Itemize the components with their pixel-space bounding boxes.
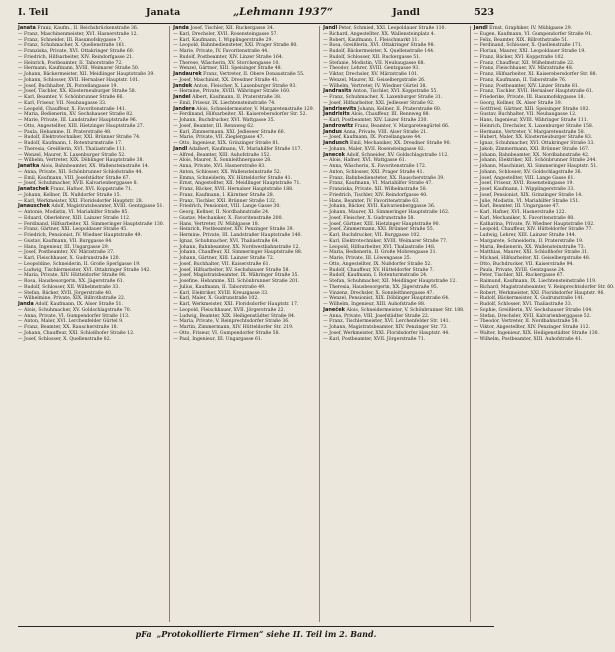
entry-columns xyxy=(18,25,615,622)
entry-text: — Hermann, Vertreter, V. Margaretenstraße 58. xyxy=(473,129,586,135)
entry-text: — Wilhelm, Postbeamter, XIII. Auhofstraße 41. xyxy=(473,336,583,342)
page-header xyxy=(18,6,494,22)
entry-surname: Jandaurek xyxy=(173,71,202,77)
entry-surname: Jandusch xyxy=(323,140,349,146)
entry-text: — Theresia, Greißlerin, XVI. Thaliastraße 111. xyxy=(18,146,127,152)
entry-text: — Rudolf, Elektrotechniker, XXI. Brünner Straße 74. xyxy=(18,135,141,141)
entry-text: — Franz, Kaufmann, II. Taborstraße 76. xyxy=(473,77,567,83)
entry-text: — Friedrich, Tischler, XIV. Reindorfgasse 40. xyxy=(323,192,428,198)
entry-text: Josef, Tischler, XII. Ruckergasse 34. xyxy=(190,26,275,31)
entry-text: — Anton, Schlosser, XXI. Prager Straße 41. xyxy=(323,169,424,175)
entry-text: — Gottfried, Gärtner, XIII. Speisinger Straße 102. xyxy=(473,106,590,112)
entry-text: Franz, Kaufm., II. Reichsbrückenstraße 36. xyxy=(37,26,139,31)
header-rule xyxy=(18,23,494,24)
entry-text: — Josef, Schlosser, X. Quellenstraße 82. xyxy=(18,336,112,342)
entry-text: — Alfred, Beamter, XIII. Auhofstraße 152. xyxy=(173,152,271,158)
entry-text: — Josef, Pensionist, XIX. Grinzinger Straße 14. xyxy=(473,192,583,198)
entry-text: — Wilhelmine, Private, XIX. Billrothstraße 22. xyxy=(18,296,126,302)
entry-text: — Rudolf, Chauffeur, XV. Hütteldorfer Straße 7. xyxy=(323,267,435,273)
entry-text: — Franz, Bahnbediensteter, XX. Rauscherstraße 39. xyxy=(323,175,445,181)
entry-text: Franz, Vertreter, II. Obere Donaustraße 55. xyxy=(203,72,305,77)
entry-text: — Hans, Ingenieur, XVIII. Währinger Straße 111. xyxy=(473,118,589,123)
entry-text: — Karl, Mechaniker, X. Favoritenstraße 88. xyxy=(473,215,575,221)
column-3 xyxy=(319,26,464,622)
entry-text: — Hermine, Private, III. Landstraßer Hauptstraße 140. xyxy=(173,233,302,238)
page-number: 523 xyxy=(474,7,494,18)
entry-text: — Johann, Elektriker, XII. Schönbrunner Straße 244. xyxy=(473,158,597,164)
entry-text: — Josef, Magistratsbeamter, IX. Währinger Straße 35. xyxy=(173,273,299,279)
entry-text: — Otto, Angestellter, XIII. Hietzinger Hauptstraße 27. xyxy=(18,123,145,129)
entry-text: — Josef, Postbeamter, XV. Märzstraße 37. xyxy=(18,250,115,256)
entry-text: — Karl, Buchdrucker, VII. Burggasse 102. xyxy=(323,233,421,238)
entry-text: — Eugen, Kaufmann, VI. Gumpendorfer Straße 91. xyxy=(473,31,593,37)
entry-text: — Anna, Wäscherin, X. Favoritenstraße 172. xyxy=(323,164,427,169)
entry-text: — Johann, Chauffeur, XI. Simmeringer Hauptstraße 88. xyxy=(173,250,303,256)
entry-text: — Theresia, Hausbesorgerin, XX. Jägerstraße 95. xyxy=(323,284,439,290)
entry-text: — Anna, Private, XII. Schönbrunner Schloßstraße 44. xyxy=(18,169,143,175)
entry-text: Anton, Tischler, XVI. Koppstraße 55. xyxy=(352,89,438,95)
entry-text: — Rudolf, Kaufmann, I. Rotenturmstraße 17. xyxy=(18,141,123,146)
entry-text: — Josef, Hilfsarbeiter, XV. Sechshauser Straße 58. xyxy=(173,267,290,273)
entry-text: Ernst, Graphiker, IV. Mühlgasse 29. xyxy=(489,26,573,31)
entry-text: — Florian, Maurer, XXI. Leopoldauer Straße 19. xyxy=(473,49,586,54)
entry-surname: Jandera xyxy=(173,105,195,112)
entry-text: — Franziska, Private, XVI. Ottakringer Straße 60. xyxy=(18,49,135,54)
entry-text: — Anton, Maler, XVI. Lerchenfelder Gürtel 9. xyxy=(18,319,124,325)
entry-text: — Johann, Maschinist, XI. Simmeringer Hauptstr. 51. xyxy=(473,164,598,169)
entry-text: — Leopold, Fleischhauer, XVII. Jörgerstraße 22. xyxy=(173,307,286,313)
entry-text: — Franziska, Private, XII. Wilhelmstraße 58. xyxy=(323,187,428,192)
directory-entry xyxy=(173,337,314,343)
entry-text: — Maria, Bedienerin, XX. Wallensteinstraße 73. xyxy=(473,244,586,250)
entry-text: — Stefan, Drechsler, XVII. Kalvarienberggasse 52. xyxy=(473,313,592,319)
entry-text: — Heinrich, Postbeamter, II. Taborstraße 72. xyxy=(18,60,123,66)
entry-surname: Janda xyxy=(173,25,189,31)
directory-entry xyxy=(474,337,615,343)
entry-text: — Theodor, Lehrer, XVIII. Gentzgasse 93. xyxy=(323,66,420,72)
entry-text: — Rudolf, Schlosser, XII. Wilhelmstraße 33. xyxy=(18,284,120,290)
entry-text: — Georg, Kellner, II. Nordbahnstraße 24. xyxy=(173,210,270,215)
entry-text: — Johann, Bahnbeamter, XX. Nordbahnstraße 42. xyxy=(473,152,590,158)
entry-text: — Sophie, Greißlerin, XV. Sechshauser Straße 104. xyxy=(473,307,593,313)
entry-text: — Therese, Wäscherin, XV. Storchengasse 10. xyxy=(173,60,280,66)
entry-surname: Janeček xyxy=(323,306,345,313)
entry-text: — Otto, Ingenieur, XIX. Grinzinger Straße 81. xyxy=(173,141,280,146)
entry-text: — Antonie, Modistin, VI. Mariahilfer Straße 85. xyxy=(18,210,129,215)
entry-text: Emil, Mechaniker, XX. Dresdner Straße 90. xyxy=(350,141,451,146)
entry-text: Franz, Hafner, XVI. Koppstraße 71. xyxy=(50,187,133,192)
entry-text: — Franz, Tischler, XXI. Brünner Straße 132. xyxy=(173,198,277,204)
entry-text: — Michael, Hilfsarbeiter, XI. Geiselbergstraße 48. xyxy=(473,256,591,261)
entry-text: — Heinrich, Postbeamter, XIV. Penzinger Straße 39. xyxy=(173,227,295,233)
entry-text: — Margarete, Schneiderin, II. Praterstraße 19. xyxy=(473,238,584,244)
entry-text: — Rudolf, Kaufmann, I. Rotenturmstraße 24. xyxy=(323,273,428,279)
entry-text: — Ignaz, Schuhmacher, XVI. Ottakringer Straße 33. xyxy=(473,141,595,146)
entry-text: — Rosa, Greißlerin, XVI. Ottakringer Straße 98. xyxy=(323,43,435,49)
entry-text: — Gustav, Mechaniker, X. Favoritenstraße 200. xyxy=(173,215,283,221)
entry-text: — Marie, Private, IV. Favoritenstraße 44. xyxy=(173,49,269,54)
entry-text: — Franz, Gärtner, XXI. Leopoldauer Straße 45. xyxy=(18,227,128,233)
entry-text: — Emma, Schneiderin, XV. Hütteldorfer Straße 41. xyxy=(173,175,292,181)
entry-surname: Janatschek xyxy=(18,186,49,192)
entry-text: — Karl, Zimmermann, XXI. Jedleseer Straße 66. xyxy=(173,129,286,135)
entry-text: — Heinrich, Drechsler, X. Laxenburger Straße 158. xyxy=(473,123,594,129)
entry-text: — Karl, Elektrotechniker, XVIII. Weimarer Straße 77. xyxy=(323,238,448,244)
entry-text: — Johann, Gärtner, XIII. Lainzer Straße 72. xyxy=(173,256,275,261)
entry-text: — Theodor, Vertreter, II. Nordbahnstraße 58. xyxy=(473,319,579,325)
entry-text: — Katharina, Private, IV. Wiedner Hauptstraße 102. xyxy=(473,221,595,227)
entry-text: — Friedrich, Pensionist, VIII. Lange Gasse 30. xyxy=(173,204,281,210)
entry-text: — Karl, Fleischhauer, X. Gudrunstraße 120. xyxy=(18,256,121,261)
entry-text: Anna, Private, VIII. Alser Straße 21. xyxy=(343,129,428,135)
page-footer xyxy=(18,626,494,639)
entry-text: — Johann, Maurer, XI. Simmeringer Hauptstraße 162. xyxy=(323,210,450,215)
entry-text: — Franz, Schneider, III. Rasumofskygasse 7. xyxy=(18,37,123,43)
entry-text: Peter, Schmied, XXI. Leopoldauer Straße 110. xyxy=(338,26,446,31)
entry-text: — Josef, Buchhalter, VII. Kaiserstraße 61. xyxy=(173,261,271,267)
entry-text: — Alois, Schuhmacher, XV. Goldschlagstraße 70. xyxy=(18,307,132,313)
entry-text: — Walter, Ingenieur, XIX. Heiligenstädter Straße 130. xyxy=(473,330,600,336)
entry-text: — Hermine, Private, XVIII. Währinger Straße 160. xyxy=(173,89,291,95)
entry-text: — Paul, Ingenieur, III. Ungargasse 61. xyxy=(173,336,263,342)
entry-text: — Paula, Private, XVIII. Gentzgasse 24. xyxy=(473,267,566,273)
entry-text: — Josef, Schuhmacher, XVII. Kalvarienberggasse 8. xyxy=(18,181,138,187)
entry-surname: Jandl xyxy=(473,25,488,31)
entry-text: — Viktor, Drechsler, XV. Märzstraße 101. xyxy=(323,72,419,77)
entry-text: Johann, Kellner, II. Praterstraße 60. xyxy=(357,106,442,112)
entry-text: — Julius, Kaufmann, II. Taborstraße 49. xyxy=(173,284,266,290)
entry-text: — Karl, Friseur, VII. Neubaugasse 33. xyxy=(18,100,107,106)
entry-surname: Jandek xyxy=(173,82,193,89)
entry-text: — Anna, Private, VIII. Josefstädter Straße 22. xyxy=(323,313,430,319)
entry-text: — Maria, Private, V. Reinprechtsdorfer Straße 36. xyxy=(173,319,290,325)
column-1 xyxy=(18,26,164,622)
entry-text: — Anna, Private, VI. Gumpendorfer Straße 113. xyxy=(18,313,130,319)
entry-surname: Jandl xyxy=(173,145,188,152)
entry-text: — Franz, Fleischhauer, XV. Märzstraße 48. xyxy=(473,66,574,72)
entry-text: — Wenzel, Pensionist, XIX. Döblinger Hauptstraße 64. xyxy=(323,296,450,302)
entry-text: — Karl, Drechsler, XVII. Rosensteingasse 57. xyxy=(173,31,278,37)
entry-text: — Rudolf, Bäckermeister, X. Gudrunstraße 141. xyxy=(473,296,585,302)
entry-text: — Karl, Beamter, III. Ungargasse 47. xyxy=(473,204,560,210)
entry-text: — Wilhelm, Vertreter, XIX. Döblinger Hauptstraße 38. xyxy=(18,158,144,164)
entry-text: — Franz, Chauffeur, XII. Wilhelmstraße 22. xyxy=(473,60,575,66)
entry-text: — Viktor, Angestellter, XIV. Penzinger Straße 112. xyxy=(473,325,590,330)
entry-surname: Janauschek xyxy=(18,203,50,210)
entry-text: — Josef, Hilfsarbeiter, XXI. Jedleseer Straße 92. xyxy=(323,100,435,106)
entry-text: — Jakob, Zimmermann, XXI. Brünner Straße 167. xyxy=(473,146,590,152)
entry-text: — Johann, Schlosser, XV. Goldschlagstraße 36. xyxy=(473,169,583,175)
entry-text: — Karl, Elektriker, XVIII. Kreuzgasse 33. xyxy=(173,290,269,296)
entry-text: — Leopold, Hilfsarbeiter, XVI. Thaliastraße 148. xyxy=(323,244,436,250)
entry-text: — Hubert, Maler, XX. Klosterneuburger Straße 83. xyxy=(473,135,593,141)
footer-note: „Protokollierte Firmen“ siehe II. Teil im 2. Band. xyxy=(156,629,377,639)
entry-surname: Jandrowitz xyxy=(323,122,354,129)
entry-surname: Janda xyxy=(18,301,34,307)
entry-surname: Jandrisevits xyxy=(323,105,357,112)
entry-text: — Richard, Angestellter, XX. Wallensteinplatz 4. xyxy=(323,31,436,37)
entry-text: — Friedrich, Hilfsarbeiter, XIV. Reindorfgasse 21. xyxy=(18,54,134,60)
entry-text: — Peter, Tischler, XII. Ruckergasse 67. xyxy=(473,273,565,279)
entry-text: — Johann, Magistratsbeamter, XIV. Penzinger Str. 73. xyxy=(323,325,448,330)
entry-text: Anton, Fleischer, X. Laxenburger Straße 93. xyxy=(193,83,297,89)
entry-text: — Alois, Maurer, X. Sonnleithnergasse 28. xyxy=(173,158,272,164)
entry-text: Alois, Schneidermeister, V. Schönbrunner Str. 188. xyxy=(346,307,465,313)
volume-label: I. Teil xyxy=(18,7,49,18)
entry-text: Alois, Bahnbeamter, XX. Wallensteinstraße 14. xyxy=(40,164,150,169)
column-4 xyxy=(470,26,615,622)
entry-surname: Janata xyxy=(18,25,36,31)
entry-text: — Johann, Bäckermeister, XII. Meidlinger Hauptstraße 39. xyxy=(18,72,155,77)
entry-text: — Hans, Vertreter, IV. Mühlgasse 18. xyxy=(173,221,260,227)
entry-text: — Richard, Magistratsbeamter, V. Reinprechtsdorfer Str. 60. xyxy=(473,284,615,290)
entry-text: — Emil, Kaufmann, VIII. Josefstädter Straße 67. xyxy=(18,175,131,181)
entry-text: — Matthias, Maurer, XXI. Schloßhofer Straße 31. xyxy=(473,250,589,256)
entry-text: — Robert, Kaufmann, I. Fleischmarkt 11. xyxy=(323,37,419,43)
entry-text: Adolf, Magistratsbeamter, XVIII. Gentzgasse 51. xyxy=(51,204,164,210)
entry-text: — Josef, Tischler, XX. Klosterneuburger Straße 58. xyxy=(18,89,137,95)
entry-text: — Alois, Hafner, XVI. Wattgasse 61. xyxy=(323,158,407,164)
entry-text: — Eduard, Oberlehrer, XIII. Lainzer Straße 112. xyxy=(18,215,131,221)
entry-text: — Martin, Zimmermann, XIV. Hütteldorfer Str. 219. xyxy=(173,325,294,330)
entry-text: Alois, Chauffeur, III. Rennweg 88. xyxy=(351,112,431,118)
entry-text: Adalbert, Kaufmann, VI. Mariahilfer Straße 117. xyxy=(188,146,302,152)
entry-text: — Franz, Schuhmacher, X. Quellenstraße 161. xyxy=(18,43,126,49)
directory-entry xyxy=(323,337,464,343)
entry-text: — Leopoldine, Schneiderin, II. Große Sperlgasse 19. xyxy=(18,261,141,267)
entry-surname: Janatka xyxy=(18,163,40,169)
directory-entry xyxy=(18,337,164,343)
entry-text: — Hans, Beamter, IV. Favoritenstraße 63. xyxy=(323,198,420,204)
entry-text: Adolf, Schneider, XV. Goldschlagstraße 112. xyxy=(346,152,449,158)
entry-text: — Johann, Bäcker, XVII. Kalvarienberggasse 36. xyxy=(323,204,436,210)
entry-text: — Franz, Tischlermeister, XVI. Lerchenfelder Str. 141. xyxy=(323,319,450,325)
entry-text: — Josef, Zimmermann, XXI. Brünner Straße 55. xyxy=(323,227,435,233)
entry-text: — Ferdinand, Hilfsarbeiter, XI. Simmeringer Hauptstraße 130. xyxy=(18,221,165,227)
entry-text: — Franz, Kaufmann, I. Kärntner Straße 28. xyxy=(173,192,275,198)
entry-text: Alois, Schneidermeister, V. Margaretenstraße 129. xyxy=(196,106,315,112)
entry-text: — Wenzel, Gärtner, XIII. Speisinger Straße 48. xyxy=(173,66,283,72)
entry-text: — Otto, Angestellter, IX. Nußdorfer Straße 52. xyxy=(323,261,432,267)
entry-text: — Karl, Postbeamter, XVII. Jörgerstraße 71. xyxy=(323,336,426,342)
entry-text: — Karl, Hafner, XVI. Hasnerstraße 122. xyxy=(473,210,567,215)
entry-text: — Julie, Modistin, VI. Mariahilfer Straße 151. xyxy=(473,198,580,204)
entry-text: — Josef, Maschinist, XX. Dresdner Straße 41. xyxy=(173,77,279,83)
entry-text: — Karl, Beamter, V. Schönbrunner Straße 66. xyxy=(18,95,124,100)
entry-text: — Rosa, Hausbesorgerin, XX. Jägerstraße 61. xyxy=(18,279,125,284)
entry-text: — Franz, Postbeamter, XIV. Linzer Straße 81. xyxy=(473,83,580,89)
entry-text: — Georg, Kellner, IX. Alser Straße 39. xyxy=(473,100,563,106)
entry-surname: Jandel xyxy=(173,94,191,100)
entry-text: — Maria, Private, XIV. Hütteldorfer Straße 98. xyxy=(18,273,127,279)
entry-text: — Gustav, Buchhalter, VII. Neubaugasse 12. xyxy=(473,112,577,118)
entry-text: — Wenzel, Maurer, X. Laxenburger Straße 52. xyxy=(18,152,126,158)
entry-text: — Stefanie, Modistin, VII. Neubaugasse 68. xyxy=(323,60,425,66)
entry-surname: Jandus xyxy=(323,128,343,135)
entry-text: — Otto, Buchdrucker, VII. Kaiserstraße 94. xyxy=(473,261,574,267)
entry-text: — Leopold, Chauffeur, XIV. Hütteldorfer Straße 77. xyxy=(473,227,593,233)
entry-text: — Karl, Postbeamter, XIV. Linzer Straße 230. xyxy=(323,118,428,123)
entry-text: — Marie, Private, III. Löwengasse 25. xyxy=(323,256,412,261)
entry-text: Albert, Kaufmann, II. Praterstraße 38. xyxy=(192,95,282,100)
entry-text: — Josef, Fleischer, X. Gudrunstraße 58. xyxy=(323,215,415,221)
entry-text: — Josef, Kaufmann, IX. Porzellangasse 44. xyxy=(323,135,422,141)
entry-surname: Jandl xyxy=(323,25,338,31)
entry-text: — Johann, Buchdrucker, XVI. Wattgasse 35. xyxy=(173,118,275,123)
entry-text: — Vinzenz, Drechsler, X. Sonnleithnergasse 47. xyxy=(323,290,434,296)
entry-text: — Hans, Ingenieur, III. Ungargasse 29. xyxy=(18,244,110,250)
entry-text: — Karl, Kaufmann, I. Wipplingerstraße 29. xyxy=(173,37,273,43)
entry-text: — Anna, Private, XVI. Hasnerstraße 83. xyxy=(173,164,266,169)
entry-text: — Rudolf, Postbeamter, XIV. Linzer Straße 164. xyxy=(173,54,284,60)
entry-text: — Hermann, Kaufmann, XVIII. Weimarer Straße 50. xyxy=(18,66,140,72)
entry-text: — Rudolf, Schlosser, XVI. Thaliastraße 33. xyxy=(473,302,573,307)
entry-text: — Friederike, Private, III. Rasumofskygasse 18. xyxy=(473,95,585,100)
entry-text: — Ludwig, Tischlermeister, XVI. Ottakringer Straße 142. xyxy=(18,267,151,273)
entry-surname: Jandrisits xyxy=(323,111,350,118)
entry-text: — Karl, Werkmeister, XXI. Floridsdorfer Hauptstr. 28. xyxy=(18,198,144,204)
entry-text: — Johann, Maler, XVII. Rosensteingasse 82. xyxy=(323,146,426,152)
footer-prefix: pFa xyxy=(135,629,152,639)
entry-text: — Marie, Private, VII. Zieglergasse 47. xyxy=(173,135,264,141)
entry-text: — Franz, Maschinenmeister, XVI. Hasnerstraße 12. xyxy=(18,31,138,37)
entry-text: — Marie, Private, III. Landstraßer Hauptstraße 96. xyxy=(18,118,138,123)
entry-text: — Johann, Chauffeur, XXI. Schloßhofer Straße 12. xyxy=(18,330,135,336)
entry-text: — Ferdinand, Schlosser, X. Quellenstraße 171. xyxy=(473,43,583,49)
entry-text: — Josefine, Hebamme, XII. Schönbrunner Straße 201. xyxy=(173,279,300,284)
entry-text: — Franz, Bäcker, XVII. Hernalser Hauptstraße 188. xyxy=(173,187,294,192)
entry-text: — Karl, Werkmeister, XXI. Floridsdorfer Hauptstr. 17. xyxy=(173,302,299,307)
entry-text: — Stefan, Bäcker, XVII. Jörgerstraße 40. xyxy=(18,290,113,296)
entry-text: — Johann, Schlosser, XVII. Hernalser Hauptstr. 101. xyxy=(18,77,140,83)
entry-text: — Emil, Friseur, IX. Liechtensteinstraße 74. xyxy=(173,100,276,106)
entry-surname: Janecek xyxy=(323,151,345,158)
entry-text: — Josef, Angestellter, VIII. Lange Gasse 61. xyxy=(473,175,575,181)
entry-text: — Josef, Gärtner, XIII. Hietzinger Hauptstraße 90. xyxy=(323,221,441,227)
entry-text: — Wilhelm, Ingenieur, XIII. Auhofstraße 88. xyxy=(323,302,426,307)
column-2 xyxy=(169,26,314,622)
entry-text: — Josef, Kaufmann, I. Wipplingerstraße 33. xyxy=(473,187,575,192)
page-title: „Lehmann 1937“ xyxy=(233,6,333,18)
entry-text: — Anton, Schlosser, XX. Wallensteinstraße 52. xyxy=(173,169,282,175)
entry-text: — Josef, Beamter, III. Rennweg 62. xyxy=(173,123,255,129)
entry-text: — Maria, Bedienerin, II. Große Mohrengasse 31. xyxy=(323,250,437,256)
entry-text: — Karl, Maler, X. Gudrunstraße 102. xyxy=(173,296,259,302)
entry-text: — Robert, Werkmeister, XXI. Floridsdorfer Hauptstr. 96. xyxy=(473,290,605,296)
entry-text: Franz, Beamter, V. Margaretengürtel 66. xyxy=(354,123,450,129)
entry-text: — Felix, Beamter, XIX. Billrothstraße 51. xyxy=(473,37,569,43)
entry-text: — Paula, Hebamme, II. Praterstraße 48. xyxy=(18,129,112,135)
entry-text: — Friedrich, Pensionist, IV. Wiedner Hauptstraße 49. xyxy=(18,233,142,238)
entry-text: — Franz, Schuhmacher, X. Laxenburger Straße 31. xyxy=(323,95,443,100)
entry-text: — Wenzel, Maurer, XI. Geiselbergstraße 26. xyxy=(323,77,426,83)
entry-text: — Josef, Werkmeister, XXI. Floridsdorfer Hauptstr. 44. xyxy=(323,330,450,336)
entry-text: — Josef, Buchhalter, IX. Porzellangasse 19. xyxy=(18,83,118,89)
entry-text: — Raimund, Kaufmann, IX. Liechtensteinstraße 119. xyxy=(473,279,597,284)
entry-text: — Gustav, Kaufmann, VII. Burggasse 84. xyxy=(18,238,113,244)
entry-text: — Ludwig, Beamter, XIX. Heiligenstädter Straße 84. xyxy=(173,313,296,319)
entry-text: — Ignaz, Schuhmacher, XVI. Thaliastraße 64. xyxy=(173,238,280,244)
entry-text: — Rudolf, Bäckermeister, X. Quellenstraße 144. xyxy=(323,49,435,54)
entry-text: — Franz, Beamter, XX. Rauscherstraße 18. xyxy=(18,325,119,330)
entry-text: — Stefan, Schuhmacher, XII. Meidlinger Hauptstraße 12. xyxy=(323,279,457,284)
entry-text: — Maria, Bedienerin, XV. Sechshauser Straße 82. xyxy=(18,112,134,118)
entry-text: — Otto, Friseur, VI. Gumpendorfer Straße 58. xyxy=(173,330,280,336)
header-to-word: Jandl xyxy=(392,7,420,18)
entry-text: — Ernst, Angestellter, XII. Meidlinger Hauptstraße 71. xyxy=(173,181,301,187)
entry-text: — Ferdinand, Hilfsarbeiter, XI. Kaiserebersdorfer Str. 52. xyxy=(173,112,307,118)
entry-text: — Franz, Kaufmann, VI. Mariahilfer Straße 47. xyxy=(323,181,433,187)
entry-text: — Johann, Bahnbeamter, XX. Nordwestbahnstraße 12. xyxy=(173,244,300,250)
entry-text: — Franz, Bäcker, XVI. Koppstraße 102. xyxy=(473,54,565,60)
entry-text: — Josef, Friseur, XVII. Rosensteingasse 19. xyxy=(473,181,574,187)
entry-text: — Franz, Tischler, XVII. Hernalser Hauptstraße 61. xyxy=(473,89,594,95)
entry-text: — Johann, Kellner, IX. Nußdorfer Straße 15. xyxy=(18,192,121,198)
entry-text: — Leopold, Bahnbediensteter, XXI. Prager Straße 80. xyxy=(173,43,298,49)
entry-text: — Wilhelm, Vertreter, IV. Wiedner Gürtel 38. xyxy=(323,83,427,89)
entry-surname: Jandrasits xyxy=(323,88,352,95)
entry-text: — Leopold, Chauffeur, X. Favoritenstraße 141. xyxy=(18,106,127,112)
entry-text: Adolf, Kaufmann, IX. Alser Straße 51. xyxy=(35,302,123,307)
header-from-word: Janata xyxy=(146,7,181,18)
entry-text: — Ludwig, Lehrer, XIII. Lainzer Straße 144. xyxy=(473,233,577,238)
entry-text: — Franz, Hilfsarbeiter, XI. Kaiserebersdorfer Str. 88. xyxy=(473,72,598,77)
entry-text: — Rudolf, Schlosser, XII. Ruckergasse 51. xyxy=(323,54,421,60)
